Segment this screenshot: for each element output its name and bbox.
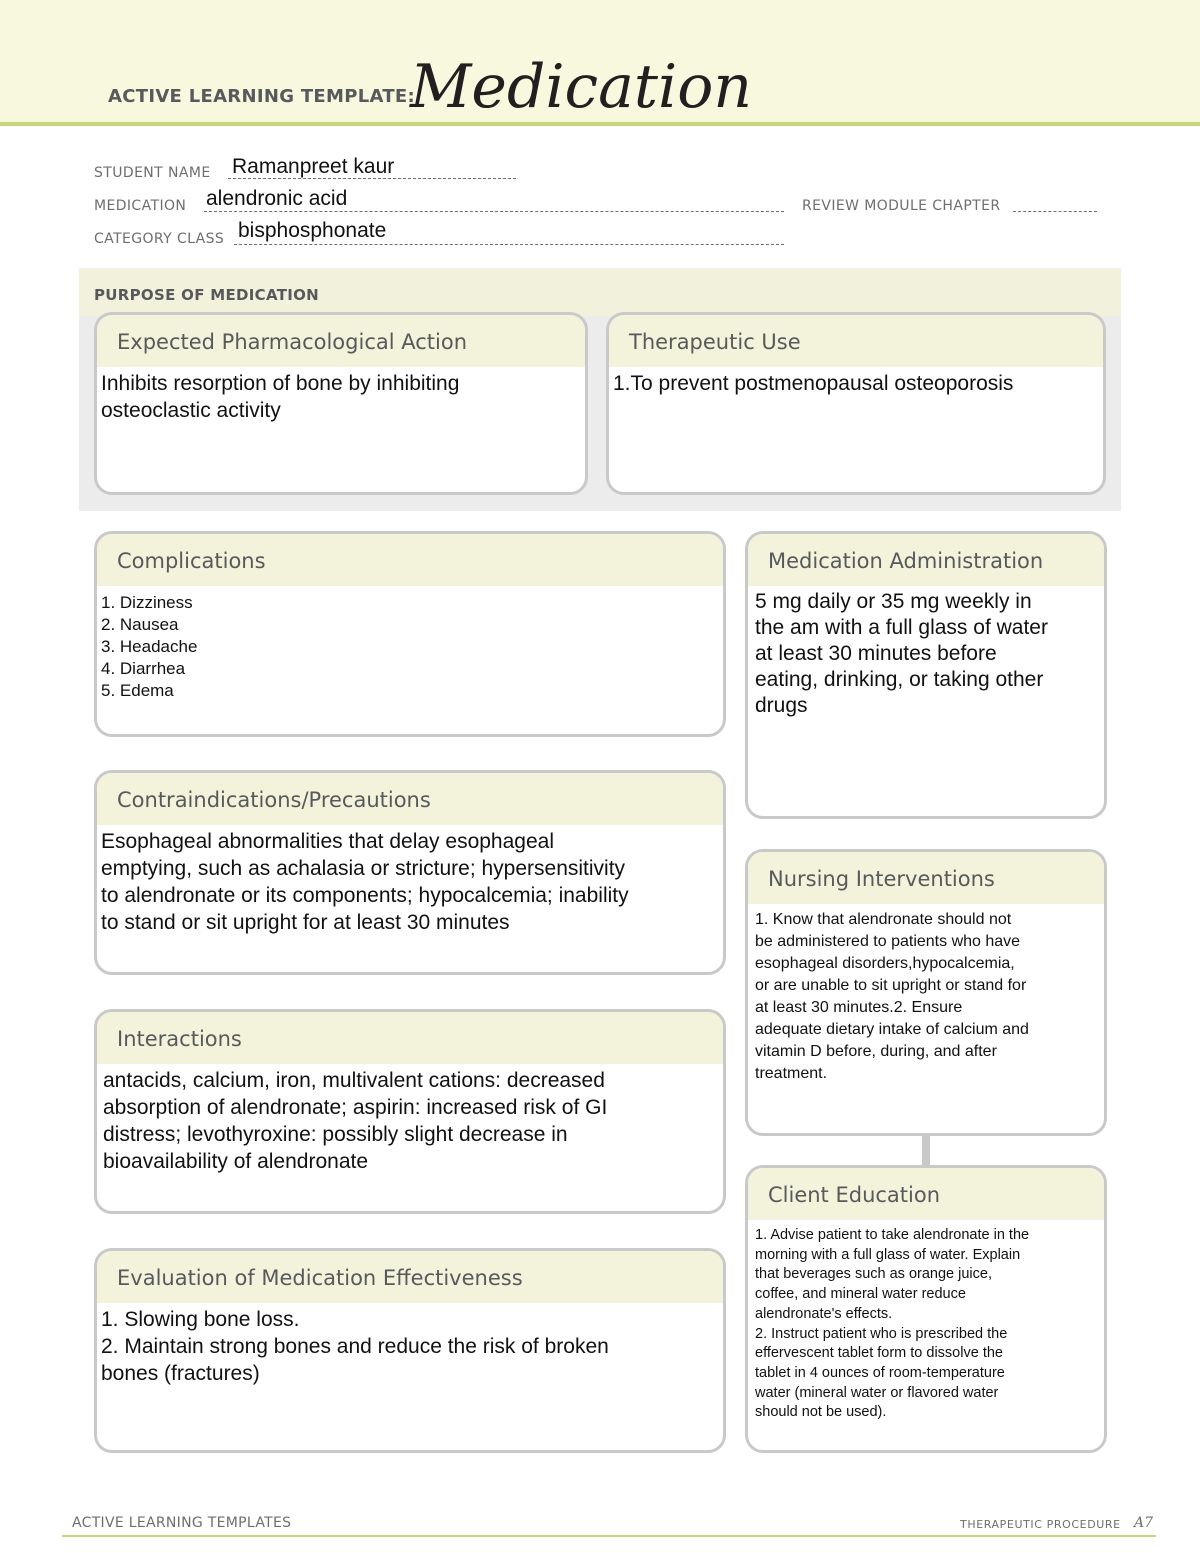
category-class-line [234, 244, 784, 245]
medication-line [204, 211, 784, 212]
interactions-box [94, 1009, 726, 1214]
student-name-field[interactable]: Ramanpreet kaur [232, 155, 395, 178]
therapeutic-use-title: Therapeutic Use [629, 330, 801, 354]
footer-rule [62, 1535, 1156, 1537]
complications-box [94, 531, 726, 737]
complications-text[interactable]: 1. Dizziness 2. Nausea 3. Headache 4. Diarrhea 5. Edema [101, 593, 198, 700]
medication-field[interactable]: alendronic acid [206, 187, 348, 210]
administration-text[interactable]: 5 mg daily or 35 mg weekly in the am with a full glass of water at least 30 minutes before eating, drinking, or taking other drugs [755, 590, 1048, 717]
contraindications-title: Contraindications/Precautions [117, 788, 431, 812]
nursing-title: Nursing Interventions [768, 867, 995, 891]
evaluation-text[interactable]: 1. Slowing bone loss. 2. Maintain strong bones and reduce the risk of broken bones (fractures) [101, 1308, 609, 1385]
nursing-box [745, 849, 1107, 1136]
footer-right: THERAPEUTIC PROCEDURE [960, 1518, 1121, 1531]
category-class-label: CATEGORY CLASS [94, 231, 225, 247]
administration-box [745, 531, 1107, 819]
client-education-text[interactable]: 1. Advise patient to take alendronate in the morning with a full glass of water. Explain that beverages such as orange juice, coffee, and mineral water reduce alendronate's effects. 2. Instruct patient who is prescribed the effervescent tablet form to dissolve the tablet in 4 ounces of room-temperature water (mineral water or flavored water should not be used). [755, 1227, 1030, 1421]
purpose-title: PURPOSE OF MEDICATION [94, 286, 320, 304]
evaluation-title: Evaluation of Medication Effectiveness [117, 1266, 523, 1290]
client-education-box [745, 1165, 1107, 1453]
interactions-text[interactable]: antacids, calcium, iron, multivalent cations: decreased absorption of alendronate; aspirin: increased risk of GI distress; levothyroxine: possibly slight decrease in bioavailability of alendronate [103, 1069, 608, 1173]
review-module-label: REVIEW MODULE CHAPTER [802, 198, 1001, 214]
page-number: A7 [1134, 1515, 1154, 1531]
expected-action-title: Expected Pharmacological Action [117, 330, 468, 354]
medication-label: MEDICATION [94, 198, 187, 214]
header-rule [0, 122, 1200, 126]
evaluation-box [94, 1248, 726, 1453]
expected-action-box [94, 312, 588, 495]
footer-left: ACTIVE LEARNING TEMPLATES [72, 1515, 292, 1531]
expected-action-text[interactable]: Inhibits resorption of bone by inhibiting osteoclastic activity [101, 372, 460, 422]
client-education-title: Client Education [768, 1183, 941, 1207]
template-label: ACTIVE LEARNING TEMPLATE: [108, 86, 415, 107]
student-name-label: STUDENT NAME [94, 165, 211, 181]
contraindications-box [94, 770, 726, 975]
category-class-field[interactable]: bisphosphonate [238, 219, 387, 242]
nursing-text[interactable]: 1. Know that alendronate should not be administered to patients who have esophageal disorders,hypocalcemia, or are unable to sit upright or stand for at least 30 minutes.2. Ensure adequate dietary intake of calcium and vitamin D before, during, and after treatment. [755, 911, 1029, 1082]
interactions-title: Interactions [117, 1027, 242, 1051]
therapeutic-use-text[interactable]: 1.To prevent postmenopausal osteoporosis [613, 372, 1014, 395]
therapeutic-use-box [606, 312, 1106, 495]
contraindications-text[interactable]: Esophageal abnormalities that delay esophageal emptying, such as achalasia or stricture; hypersensitivity to alendronate or its components; hypocalcemia; inability to stand or sit upright for at least 30 minutes [101, 830, 629, 934]
administration-title: Medication Administration [768, 549, 1044, 573]
review-module-field[interactable] [1013, 211, 1097, 212]
connector [922, 1134, 930, 1166]
page-title: Medication [410, 52, 752, 122]
complications-title: Complications [117, 549, 266, 573]
